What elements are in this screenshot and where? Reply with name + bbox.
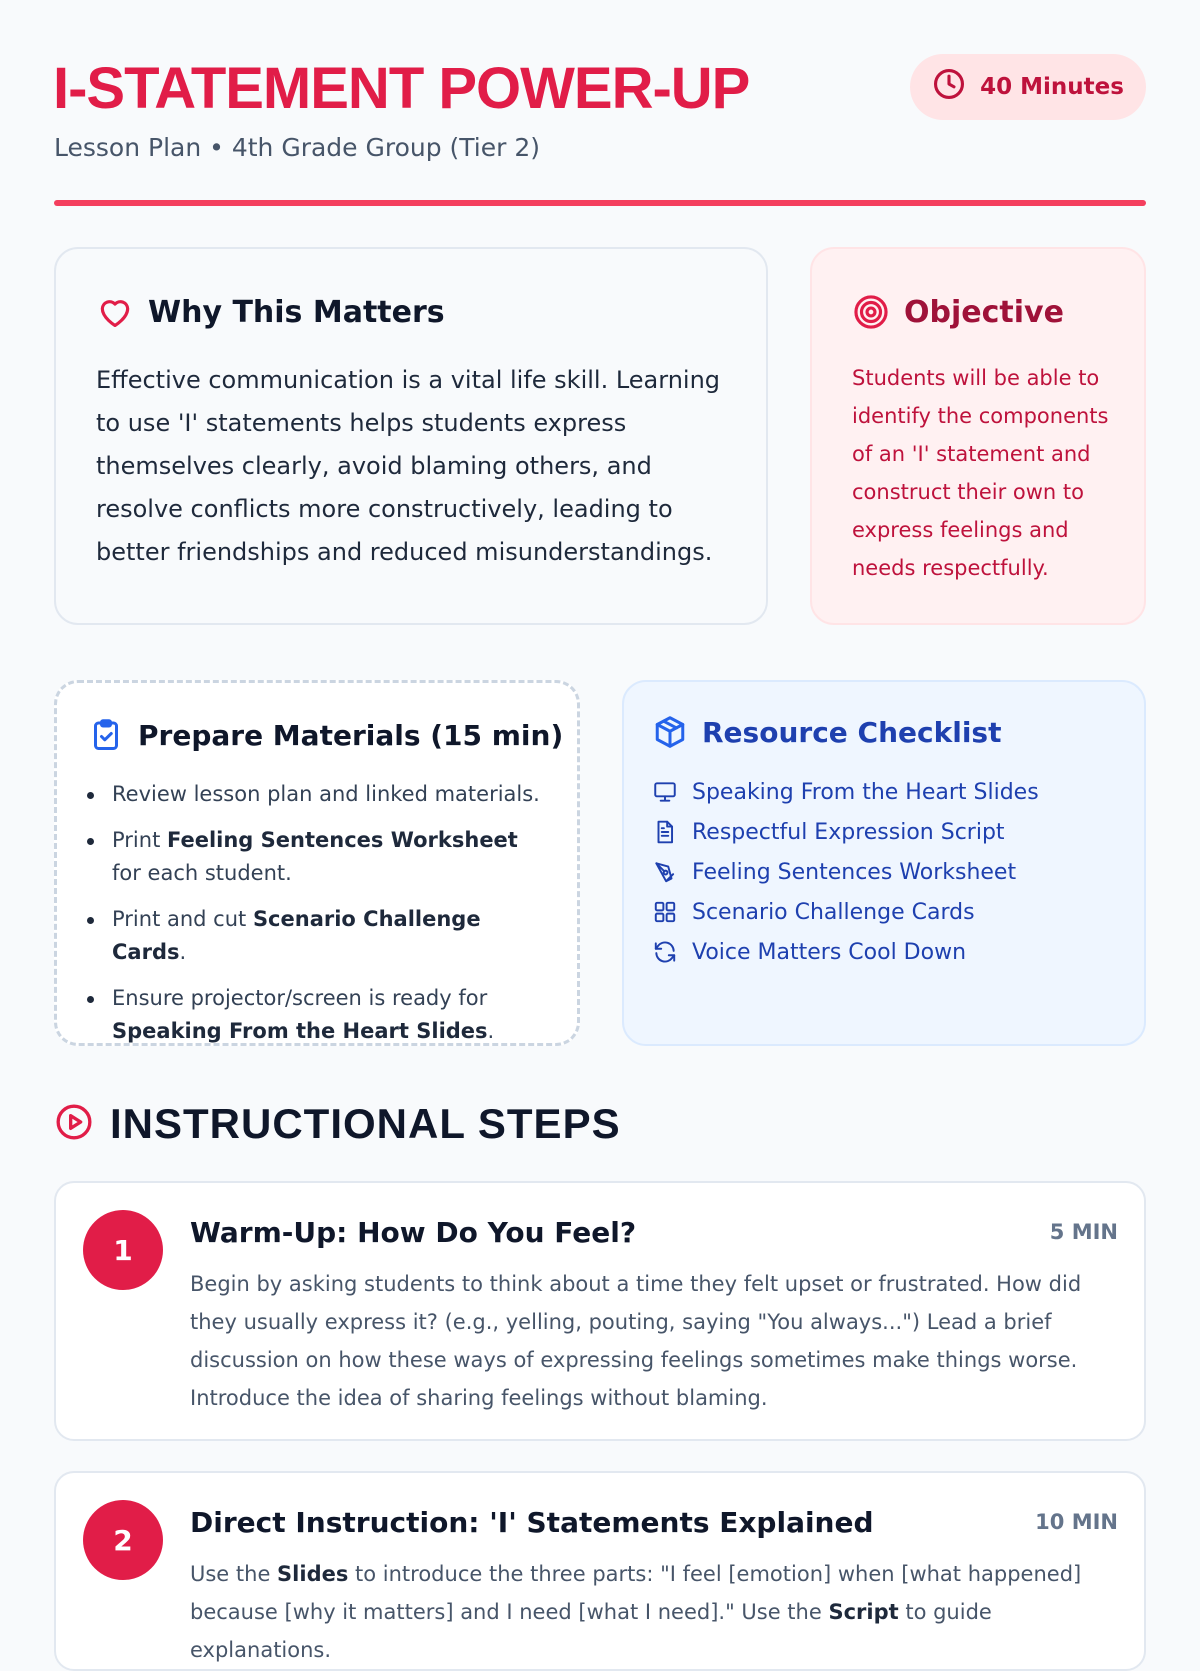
resource-label: Feeling Sentences Worksheet xyxy=(692,859,1017,885)
resource-list xyxy=(652,772,1039,972)
resources-title: Resource Checklist xyxy=(702,715,1002,749)
step-card xyxy=(54,1471,1146,1671)
resource-label: Scenario Challenge Cards xyxy=(692,899,975,925)
why-text: Effective communication is a vital life skill. Learning to use 'I' statements helps students express themselves clearly, avoid blaming others, and resolve conflicts more constructively, leading to better friendships and reduced misunderstandings. xyxy=(96,366,721,566)
prepare-item: Review lesson plan and linked materials. xyxy=(112,778,552,811)
step-duration: 5 MIN xyxy=(1049,1220,1118,1244)
page-subtitle: Lesson Plan • 4th Grade Group (Tier 2) xyxy=(54,133,541,162)
clock-icon xyxy=(932,67,966,107)
step-title: Direct Instruction: 'I' Statements Explained xyxy=(190,1506,874,1539)
monitor-icon xyxy=(652,779,678,805)
grid-icon xyxy=(652,899,678,925)
prepare-title: Prepare Materials (15 min) xyxy=(138,718,564,752)
resource-checklist-card xyxy=(622,680,1146,1046)
why-title: Why This Matters xyxy=(148,294,445,330)
page-title: I-STATEMENT POWER-UP xyxy=(53,56,750,121)
header-divider xyxy=(54,200,1146,206)
resource-label: Respectful Expression Script xyxy=(692,819,1005,845)
objective-card xyxy=(810,247,1146,625)
play-circle-icon xyxy=(54,1102,94,1146)
document-icon xyxy=(652,819,678,845)
resource-item-slides[interactable] xyxy=(652,772,1039,812)
pen-tool-icon xyxy=(652,859,678,885)
objective-title: Objective xyxy=(904,294,1064,330)
prepare-materials-card xyxy=(54,680,580,1046)
step-card xyxy=(54,1181,1146,1441)
package-icon xyxy=(652,714,688,750)
step-text: Begin by asking students to think about a time they felt upset or frustrated. How did they usually express it? (e.g., yelling, pouting, saying "You always...") Lead a brief discussion on how these ways of expressing feelings sometimes make things worse. Introduce the idea of sharing feelings without blaming. xyxy=(190,1272,1082,1410)
step-duration: 10 MIN xyxy=(1035,1510,1118,1534)
target-icon xyxy=(852,293,890,331)
objective-text: Students will be able to identify the components of an 'I' statement and construct their own to express feelings and needs respectfully. xyxy=(852,366,1109,580)
resource-item-cards[interactable] xyxy=(652,892,1039,932)
prepare-item: Print and cut Scenario Challenge Cards. xyxy=(112,903,552,969)
resource-item-worksheet[interactable] xyxy=(652,852,1039,892)
step-number: 1 xyxy=(83,1210,163,1290)
steps-title: INSTRUCTIONAL STEPS xyxy=(110,1100,621,1147)
step-title: Warm-Up: How Do You Feel? xyxy=(190,1216,637,1249)
refresh-icon xyxy=(652,939,678,965)
duration-badge xyxy=(910,54,1146,120)
why-this-matters-card xyxy=(54,247,768,625)
resource-label: Speaking From the Heart Slides xyxy=(692,779,1039,805)
resource-item-cooldown[interactable] xyxy=(652,932,1039,972)
heart-icon xyxy=(96,293,134,331)
steps-header xyxy=(54,1100,621,1148)
prepare-item: Print Feeling Sentences Worksheet for each student. xyxy=(112,824,552,890)
resource-item-script[interactable] xyxy=(652,812,1039,852)
step-number: 2 xyxy=(83,1500,163,1580)
prepare-list xyxy=(112,778,552,1061)
duration-label: 40 Minutes xyxy=(980,74,1124,100)
clipboard-check-icon xyxy=(88,717,124,753)
resource-label: Voice Matters Cool Down xyxy=(692,939,967,965)
prepare-item: Ensure projector/screen is ready for Speaking From the Heart Slides. xyxy=(112,982,552,1048)
step-text: Use the Slides to introduce the three parts: "I feel [emotion] when [what happened] because [why it matters] and I need [what I need]." Use the Script to guide explanations. xyxy=(190,1562,1082,1662)
